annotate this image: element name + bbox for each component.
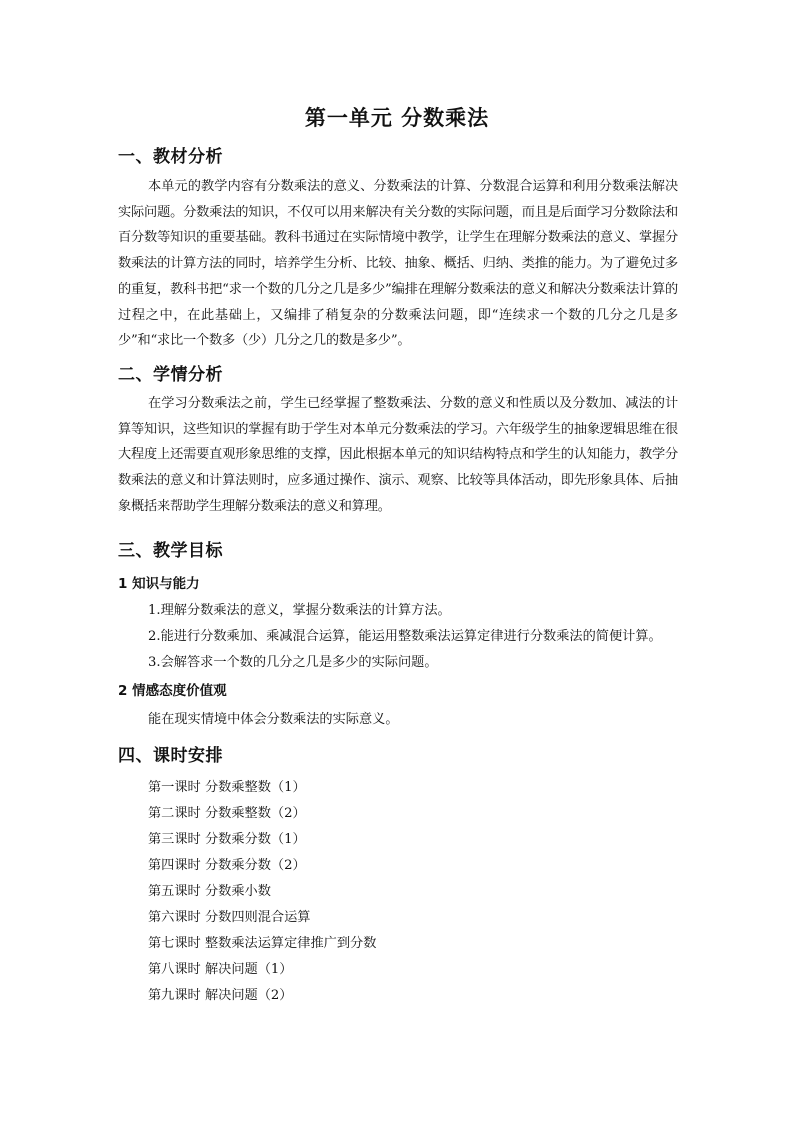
textbook-analysis-paragraph: 本单元的教学内容有分数乘法的意义、分数乘法的计算、分数混合运算和利用分数乘法解决实际问题。分数乘法的知识，不仅可以用来解决有关分数的实际问题，而且是后面学习分数除法和百分数等知识的重要基础。教科书通过在实际情境中教学，让学生在理解分数乘法的意义、掌握分数乘法的计算方法的同时，培养学生分析、比较、抽象、概括、归纳、类推的能力。为了避免过多的重复，教科书把“求一个数的几分之几是多少”编排在理解分数乘法的意义和解决分数乘法计算的过程之中，在此基础上，又编排了稍复杂的分数乘法问题，即“连续求一个数的几分之几是多少”和“求比一个数多（少）几分之几的数是多少”。 <box>118 179 678 349</box>
lesson-item: 第七课时 整数乘法运算定律推广到分数 <box>148 936 377 951</box>
goal-item-2: 2.能进行分数乘加、乘减混合运算，能运用整数乘法运算定律进行分数乘法的简便计算。 <box>148 629 662 644</box>
section-heading-lesson-schedule: 四、课时安排 <box>118 746 223 766</box>
document-title: 第一单元 分数乘法 <box>304 106 490 130</box>
student-analysis-paragraph: 在学习分数乘法之前，学生已经掌握了整数乘法、分数的意义和性质以及分数加、减法的计算等知识，这些知识的掌握有助于学生对本单元分数乘法的学习。六年级学生的抽象逻辑思维在很大程度上还需要直观形象思维的支撑，因此根据本单元的知识结构特点和学生的认知能力，教学分数乘法的意义和计算法则时，应多通过操作、演示、观察、比较等具体活动，即先形象具体、后抽象概括来帮助学生理解分数乘法的意义和算理。 <box>118 396 678 514</box>
lesson-item: 第三课时 分数乘分数（1） <box>148 832 306 847</box>
section-heading-teaching-goals: 三、教学目标 <box>118 541 223 561</box>
subheading-emotion-values: 2 情感态度价值观 <box>118 683 227 699</box>
lesson-item: 第四课时 分数乘分数（2） <box>148 858 306 873</box>
lesson-item: 第二课时 分数乘整数（2） <box>148 806 306 821</box>
goal-item-1: 1.理解分数乘法的意义，掌握分数乘法的计算方法。 <box>148 603 451 618</box>
goal-item-3: 3.会解答求一个数的几分之几是多少的实际问题。 <box>148 655 438 670</box>
lesson-item: 第五课时 分数乘小数 <box>148 884 271 899</box>
lesson-item: 第一课时 分数乘整数（1） <box>148 780 306 795</box>
section-heading-student-analysis: 二、学情分析 <box>118 365 223 385</box>
lesson-item: 第六课时 分数四则混合运算 <box>148 910 311 925</box>
lesson-item: 第九课时 解决问题（2） <box>148 988 293 1003</box>
emotion-values-text: 能在现实情境中体会分数乘法的实际意义。 <box>148 712 399 727</box>
section-heading-textbook-analysis: 一、教材分析 <box>118 147 223 167</box>
subheading-knowledge-ability: 1 知识与能力 <box>118 576 200 592</box>
lesson-item: 第八课时 解决问题（1） <box>148 962 293 977</box>
